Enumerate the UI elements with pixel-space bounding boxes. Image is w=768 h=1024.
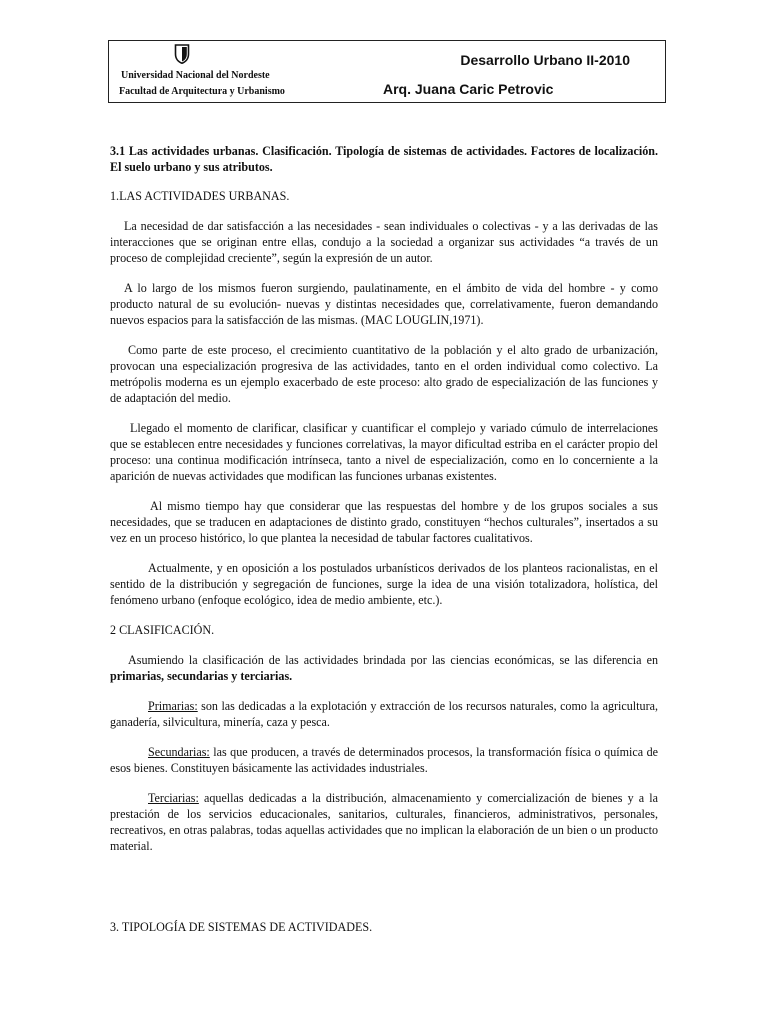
- document-body: [110, 143, 658, 868]
- classification-intro-bold: primarias, secundarias y terciarias.: [110, 669, 293, 683]
- paragraph: Al mismo tiempo hay que considerar que las respuestas del hombre y de los grupos sociales a sus necesidades, que se traducen en adaptaciones de distinto grado, constituyen “hechos culturales”, insertados a su vez en un proceso histórico, lo que plantea la necesidad de tabular factores cualitativos.: [110, 499, 658, 545]
- paragraph: Actualmente, y en oposición a los postulados urbanísticos derivados de los planteos racionalistas, en el sentido de la distribución y segregación de funciones, surge la idea de una visión totalizadora, holística, del fenómeno urbano (enfoque ecológico, idea de medio ambiente, etc.).: [110, 561, 658, 607]
- category-term: Primarias:: [148, 699, 198, 713]
- paragraph: Llegado el momento de clarificar, clasificar y cuantificar el complejo y variado cúmulo de interrelaciones que se establecen entre necesidades y funciones correlativas, la mayor dificultad estriba en el carácter propio del proceso: una continua modificación intrínseca, tanto a nivel de especialización, como en lo concerniente a la aparición de nuevas actividades que modifican las funciones urbanas existentes.: [110, 421, 658, 483]
- category-terciarias: [110, 790, 658, 854]
- university-name: Universidad Nacional del Nordeste: [121, 70, 270, 81]
- heading-tipologia: 3. TIPOLOGÍA DE SISTEMAS DE ACTIVIDADES.: [110, 920, 373, 934]
- category-term: Terciarias:: [148, 791, 199, 805]
- faculty-name: Facultad de Arquitectura y Urbanismo: [119, 86, 285, 97]
- paragraph: A lo largo de los mismos fueron surgiendo, paulatinamente, en el ámbito de vida del hombre - y como producto natural de su evolución- nuevas y distintas necesidades que, correlativamente, fueron demandando nuevos espacios para la satisfacción de las mismas. (MAC LOUGLIN,1971).: [110, 281, 658, 327]
- category-term: Secundarias:: [148, 745, 210, 759]
- category-primarias: [110, 698, 658, 730]
- paragraph: La necesidad de dar satisfacción a las necesidades - sean individuales o colectivas - y a las derivadas de las interacciones que se originan entre ellas, condujo a la sociedad a organizar sus actividades “a través de un proceso de complejidad creciente”, según la expresión de un autor.: [110, 219, 658, 265]
- university-shield-icon: [174, 44, 190, 64]
- classification-intro: [110, 652, 658, 684]
- course-title: Desarrollo Urbano II-2010: [460, 52, 630, 68]
- paragraph: Como parte de este proceso, el crecimiento cuantitativo de la población y el alto grado de urbanización, provocan una especialización progresiva de las actividades, tanto en el orden individual como colectivo. La metrópolis moderna es un ejemplo exacerbado de este proceso: alto grado de especialización de las funciones y de adaptación del medio.: [110, 343, 658, 405]
- classification-intro-text: Asumiendo la clasificación de las actividades brindada por las ciencias económicas, se las diferencia en: [128, 653, 658, 667]
- heading-clasificacion: 2 CLASIFICACIÓN.: [110, 623, 215, 637]
- category-definition: las que producen, a través de determinados procesos, la transformación física o química de esos bienes. Constituyen básicamente las actividades industriales.: [110, 745, 658, 775]
- category-definition: son las dedicadas a la explotación y extracción de los recursos naturales, como la agricultura, ganadería, silvicultura, minería, caza y pesca.: [110, 699, 658, 729]
- category-secundarias: [110, 744, 658, 776]
- category-definition: aquellas dedicadas a la distribución, almacenamiento y comercialización de bienes y a la prestación de los servicios educacionales, sanitarios, culturales, financieros, administrativos, personales, recreativos, en otras palabras, todas aquellas actividades que no implican la elaboración de un bien o un producto material.: [110, 791, 658, 853]
- heading-actividades-urbanas: 1.LAS ACTIVIDADES URBANAS.: [110, 189, 290, 203]
- author-name: Arq. Juana Caric Petrovic: [383, 81, 554, 97]
- section-title: 3.1 Las actividades urbanas. Clasificación. Tipología de sistemas de actividades. Factores de localización. El suelo urbano y sus atributos.: [110, 144, 658, 174]
